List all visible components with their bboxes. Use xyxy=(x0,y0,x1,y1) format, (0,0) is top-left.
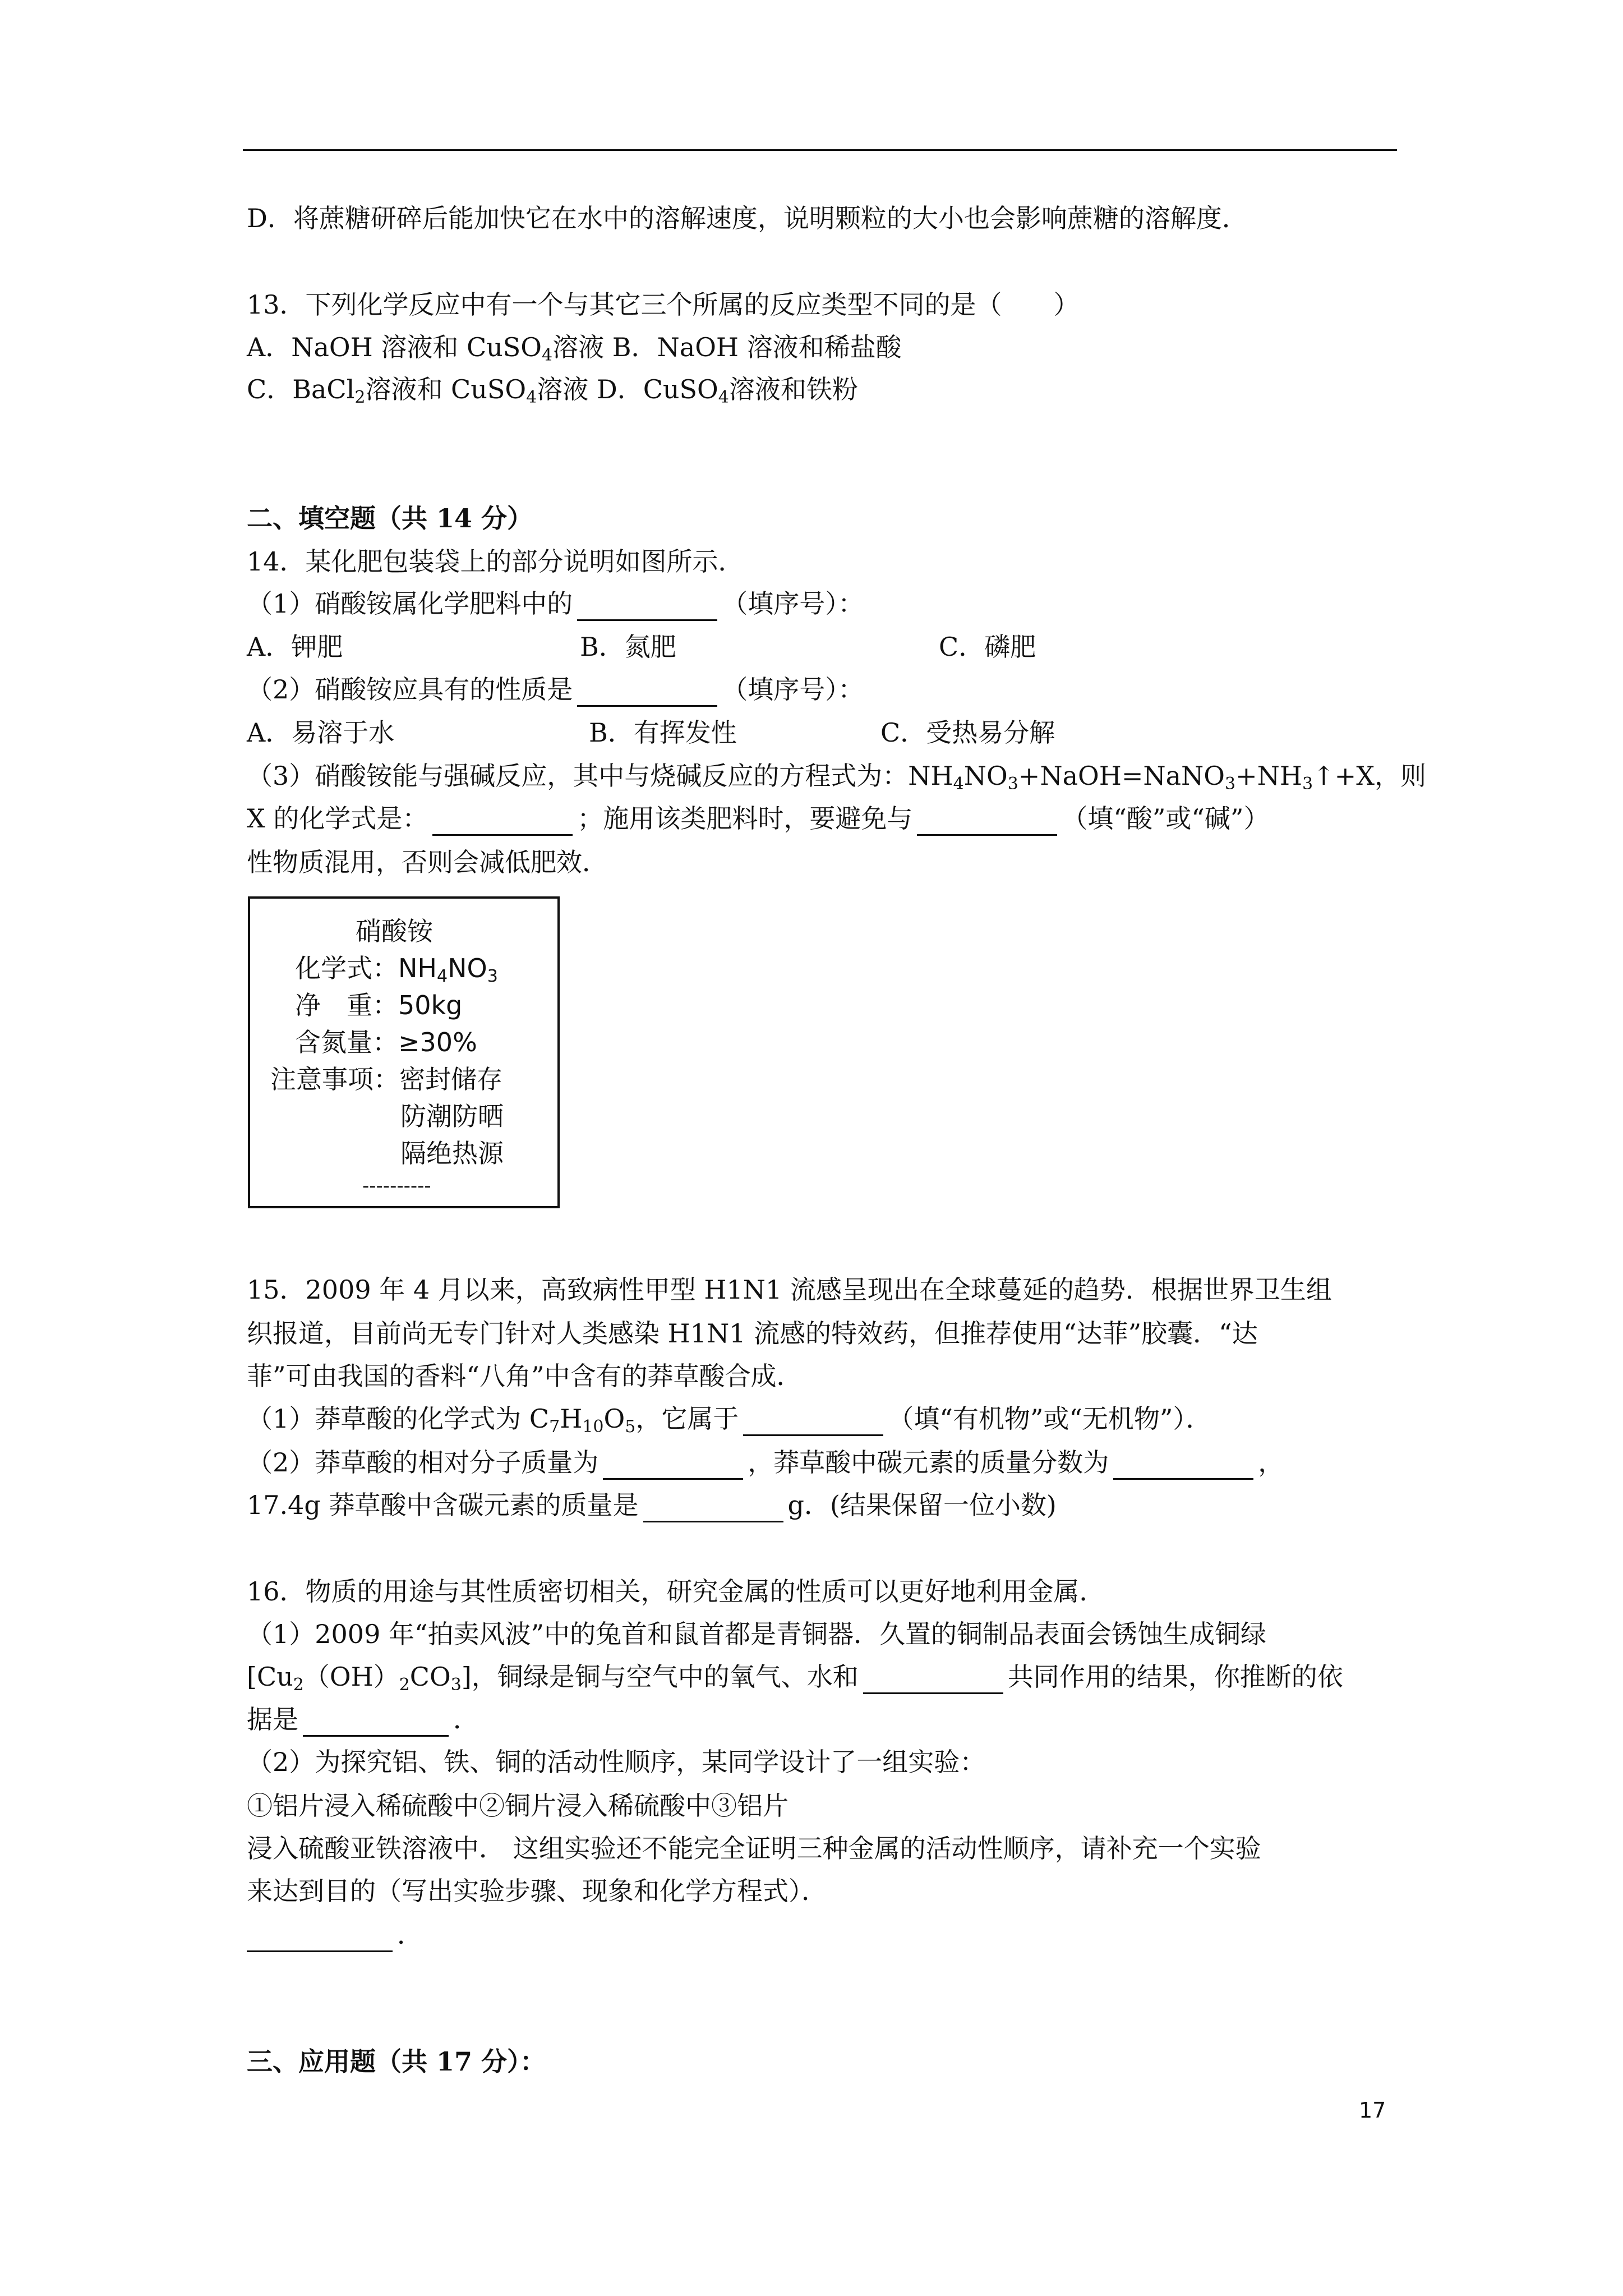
label-notes-3: 隔绝热源 xyxy=(400,1138,504,1168)
answer-blank xyxy=(603,1451,743,1480)
answer-blank xyxy=(432,807,573,836)
q15-part2: （2）莽草酸的相对分子质量为 ，莽草酸中碳元素的质量分数为 ， xyxy=(247,1445,1284,1480)
answer-blank xyxy=(577,678,717,707)
q16-part2-line3: 浸入硫酸亚铁溶液中． 这组实验还不能完全证明三种金属的活动性顺序，请补充一个实验 xyxy=(247,1833,1261,1864)
q14-part3-line1: （3）硝酸铵能与强碱反应，其中与烧碱反应的方程式为：$NH_4NO_3+NaOH=NaNO_3+NH_3↑+X$，则 xyxy=(247,761,1426,794)
answer-blank xyxy=(577,592,717,621)
page-number: 17 xyxy=(1359,2098,1386,2123)
q16-stem: 16．物质的用途与其性质密切相关，研究金属的性质可以更好地利用金属． xyxy=(247,1576,1105,1607)
q16-part2-line2: ①铝片浸入稀硫酸中②铜片浸入稀硫酸中③铝片 xyxy=(247,1791,789,1821)
q15-line1: 15．2009 年 4 月以来，高致病性甲型 H1N1 流感呈现出在全球蔓延的趋势．根据世界卫生组 xyxy=(247,1274,1332,1305)
label-weight-row: 净 重：50kg xyxy=(295,990,463,1020)
label-title: 硝酸铵 xyxy=(356,916,433,946)
answer-blank xyxy=(917,807,1057,836)
q15-line2: 织报道，目前尚无专门针对人类感染 H1N1 流感的特效药，但推荐使用“达菲”胶囊．“达 xyxy=(247,1318,1258,1349)
q14-part2: （2）硝酸铵应具有的性质是 （填序号）： xyxy=(247,672,864,707)
q14-stem: 14．某化肥包装袋上的部分说明如图所示． xyxy=(247,546,744,577)
q12-option-d: D．将蔗糖研碎后能加快它在水中的溶解速度，说明颗粒的大小也会影响蔗糖的溶解度． xyxy=(247,203,1248,233)
label-notes-row: 注意事项：密封储存 xyxy=(270,1064,502,1094)
q15-part2-line2: 17.4g 莽草酸中含碳元素的质量是 g．(结果保留一位小数) xyxy=(247,1488,1057,1522)
q15-line3: 菲”可由我国的香料“八角”中含有的莽草酸合成． xyxy=(247,1361,803,1391)
q16-part1-line3: 据是 ． xyxy=(247,1702,479,1737)
label-notes-2: 防潮防晒 xyxy=(400,1101,504,1131)
q14-part3-line3: 性物质混用，否则会减低肥效． xyxy=(247,847,608,877)
q15-part1: （1）莽草酸的化学式为 $C_7H_{10}O_5$，它属于 （填“有机物”或“无机物”）． xyxy=(247,1404,1212,1437)
answer-blank xyxy=(863,1665,1003,1694)
q13-options-ab: A．NaOH 溶液和 CuSO$_4$溶液 B．NaOH 溶液和稀盐酸 xyxy=(247,332,902,365)
document-page: D．将蔗糖研碎后能加快它在水中的溶解速度，说明颗粒的大小也会影响蔗糖的溶解度． 13．下列化学反应中有一个与其它三个所属的反应类型不同的是（ ） A．NaOH 溶液和 CuSO$_4$溶液 B．NaOH 溶液和稀盐酸 C．BaCl$_2$溶液和 CuSO$_4$溶液 D．CuSO$_4$溶液和铁粉 二、填空题（共 14 分） 14．某化肥包装袋上的部分说明如图所示． （1）硝酸铵属化学肥料中的 （填序号）： A．钾肥 B．氮肥 C．磷肥 （2）硝酸铵应具有的性质是 （填序号）： A．易溶于水 B．有挥发性 C．受热易分解 （3）硝酸铵能与强碱反应，其中与烧碱反应的方程式为：$NH_4NO_3+NaOH=NaNO_3+NH_3↑+X$，则 X 的化学式是： ；施用该类肥料时，要避免与 （填“酸”或“碱”） 性物质混用，否则会减低肥效． 硝酸铵 化学式：$NH_4NO_3$ 净 重：50kg 含氮量：≥30% 注意事项：密封储存 防潮防晒 隔绝热源 ---------- 15．2009 年 4 月以来，高致病性甲型 H1N1 流感呈现出在全球蔓延的趋势．根据世界卫生组 织报道，目前尚无专门针对人类感染 H1N1 流感的特效药，但推荐使用“达菲”胶囊．“达 菲”可由我国的香料“八角”中含有的莽草酸合成． （1）莽草酸的化学式为 $C_7H_{10}O_5$，它属于 （填“有机物”或“无机物”）． （2）莽草酸的相对分子质量为 ，莽草酸中碳元素的质量分数为 ， 17.4g 莽草酸中含碳元素的质量是 g．(结果保留一位小数) 16．物质的用途与其性质密切相关，研究金属的性质可以更好地利用金属． （1）2009 年“拍卖风波”中的兔首和鼠首都是青铜器．久置的铜制品表面会锈蚀生成铜绿 $[Cu_2(OH)_2CO_3]$，铜绿是铜与空气中的氧气、水和 共同作用的结果，你推断的依 据是 ． （2）为探究铝、铁、铜的活动性顺序，某同学设计了一组实验： ①铝片浸入稀硫酸中②铜片浸入稀硫酸中③铝片 浸入硫酸亚铁溶液中． 这组实验还不能完全证明三种金属的活动性顺序，请补充一个实验 来达到目的（写出实验步骤、现象和化学方程式）． ． 三、应用题（共 17 分）： 17 xyxy=(0,0,1623,2296)
q13-stem: 13．下列化学反应中有一个与其它三个所属的反应类型不同的是（ ） xyxy=(247,289,1080,320)
fertilizer-label-box xyxy=(248,896,560,1208)
section-fill-in-heading: 二、填空题（共 14 分） xyxy=(247,503,533,533)
q14-part1: （1）硝酸铵属化学肥料中的 （填序号）： xyxy=(247,586,864,621)
q16-part2-answer: ． xyxy=(247,1917,423,1952)
q14-part3-line2: X 的化学式是： ；施用该类肥料时，要避免与 （填“酸”或“碱”） xyxy=(247,801,1269,836)
section-application-heading: 三、应用题（共 17 分）： xyxy=(247,2046,546,2077)
header-rule xyxy=(243,149,1397,151)
label-nitrogen-row: 含氮量：≥30% xyxy=(295,1027,477,1057)
q16-part2-line1: （2）为探究铝、铁、铜的活动性顺序，某同学设计了一组实验： xyxy=(247,1747,986,1777)
q16-part2-line4: 来达到目的（写出实验步骤、现象和化学方程式）． xyxy=(247,1876,827,1906)
q13-options-cd: C．BaCl$_2$溶液和 CuSO$_4$溶液 D．CuSO$_4$溶液和铁粉 xyxy=(247,374,858,407)
q16-part1-line2: $[Cu_2(OH)_2CO_3]$，铜绿是铜与空气中的氧气、水和 共同作用的结果，你推断的依 xyxy=(247,1662,1343,1695)
answer-blank xyxy=(247,1924,393,1952)
answer-blank xyxy=(1113,1451,1253,1480)
label-formula-row: 化学式：$NH_4NO_3$ xyxy=(295,953,498,986)
answer-blank xyxy=(303,1708,449,1737)
answer-blank xyxy=(643,1494,783,1522)
q16-part1-line1: （1）2009 年“拍卖风波”中的兔首和鼠首都是青铜器．久置的铜制品表面会锈蚀生成铜绿 xyxy=(247,1619,1266,1649)
label-dashes: ---------- xyxy=(362,1175,431,1197)
answer-blank xyxy=(743,1407,883,1436)
